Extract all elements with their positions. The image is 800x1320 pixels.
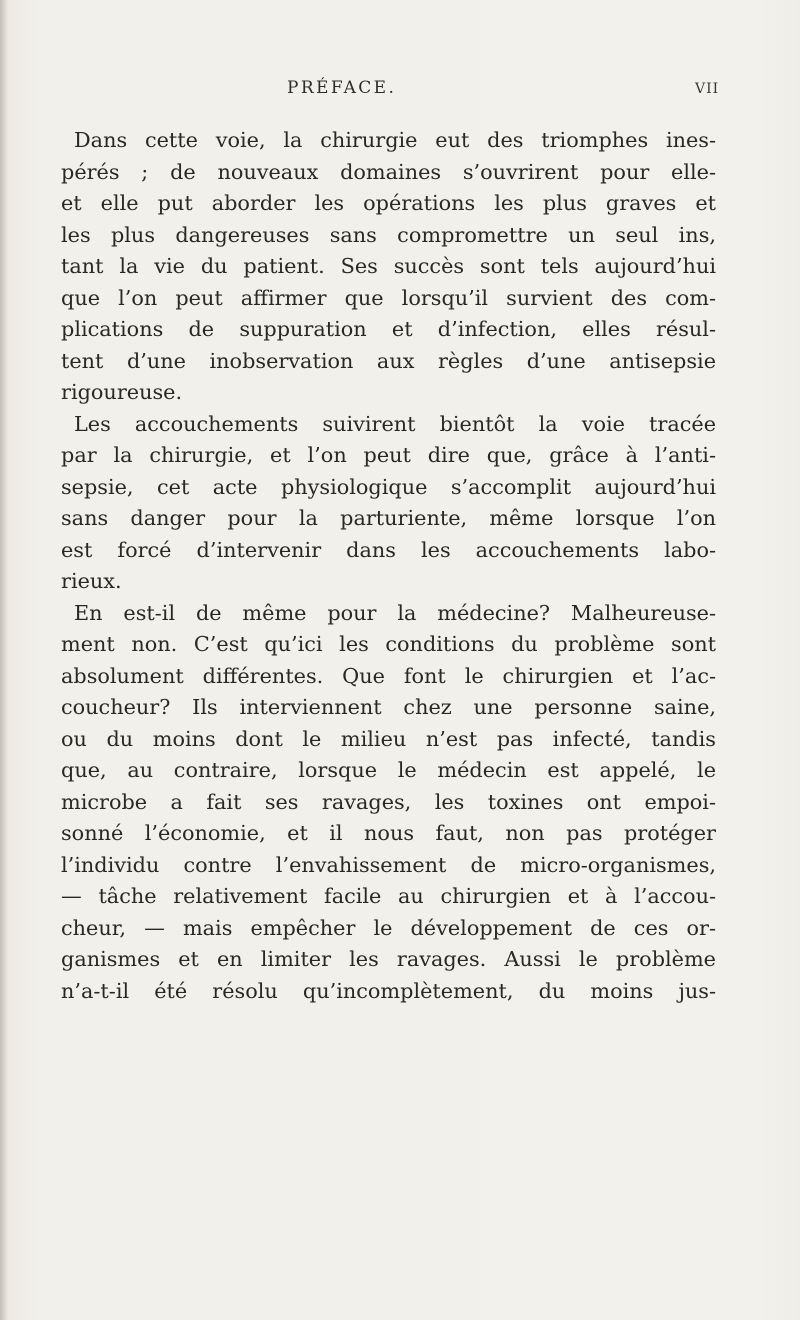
text-line: ment non. C’est qu’ici les conditions du problème sont bbox=[61, 632, 716, 656]
text-line: absolument différentes. Que font le chirurgien et l’ac- bbox=[61, 663, 716, 688]
running-head bbox=[0, 78, 800, 102]
text-line: tant la vie du patient. Ses succès sont tels aujourd’hui bbox=[61, 254, 716, 278]
text-line: sans danger pour la parturiente, même lorsque l’on bbox=[61, 506, 716, 530]
text-line: tent d’une inobservation aux règles d’une antisepsie bbox=[61, 348, 716, 373]
text-line: microbe a fait ses ravages, les toxines ont empoi- bbox=[61, 789, 716, 814]
text-line: que l’on peut affirmer que lorsqu’il survient des com- bbox=[61, 285, 716, 310]
text-line: cheur, — mais empêcher le développement de ces or- bbox=[61, 915, 716, 940]
text-line: que, au contraire, lorsque le médecin est appelé, le bbox=[61, 758, 716, 782]
text-line: l’individu contre l’envahissement de micro-organismes, bbox=[61, 852, 716, 877]
text-line: les plus dangereuses sans compromettre un seul ins, bbox=[61, 222, 716, 247]
text-line: En est-il de même pour la médecine? Malheureuse- bbox=[74, 600, 716, 625]
body-text bbox=[61, 125, 716, 1007]
text-line: pérés ; de nouveaux domaines s’ouvrirent pour elle- bbox=[61, 159, 716, 184]
text-line: rieux. bbox=[61, 569, 122, 593]
text-line: et elle put aborder les opérations les plus graves et bbox=[61, 191, 716, 215]
text-line: — tâche relativement facile au chirurgien et à l’accou- bbox=[61, 884, 716, 908]
page-gutter-shadow bbox=[0, 0, 8, 1320]
text-line: par la chirurgie, et l’on peut dire que, grâce à l’anti- bbox=[61, 443, 716, 467]
page-header-title: PRÉFACE. bbox=[287, 78, 397, 98]
text-line: plications de suppuration et d’infection, elles résul- bbox=[61, 317, 716, 341]
text-line: est forcé d’intervenir dans les accouchements labo- bbox=[61, 537, 716, 562]
text-line: Les accouchements suivirent bientôt la voie tracée bbox=[74, 411, 716, 436]
text-line: sonné l’économie, et il nous faut, non pas protéger bbox=[61, 821, 716, 845]
text-line: n’a-t-il été résolu qu’incomplètement, du moins jus- bbox=[61, 978, 716, 1003]
text-line: rigoureuse. bbox=[61, 380, 183, 404]
text-line: coucheur? Ils interviennent chez une personne saine, bbox=[61, 695, 716, 719]
text-line: Dans cette voie, la chirurgie eut des triomphes ines- bbox=[74, 128, 716, 152]
text-line: ou du moins dont le milieu n’est pas infecté, tandis bbox=[61, 726, 716, 751]
text-line: ganismes et en limiter les ravages. Aussi le problème bbox=[61, 947, 716, 971]
page-number: VII bbox=[695, 81, 720, 97]
text-line: sepsie, cet acte physiologique s’accomplit aujourd’hui bbox=[61, 474, 716, 499]
